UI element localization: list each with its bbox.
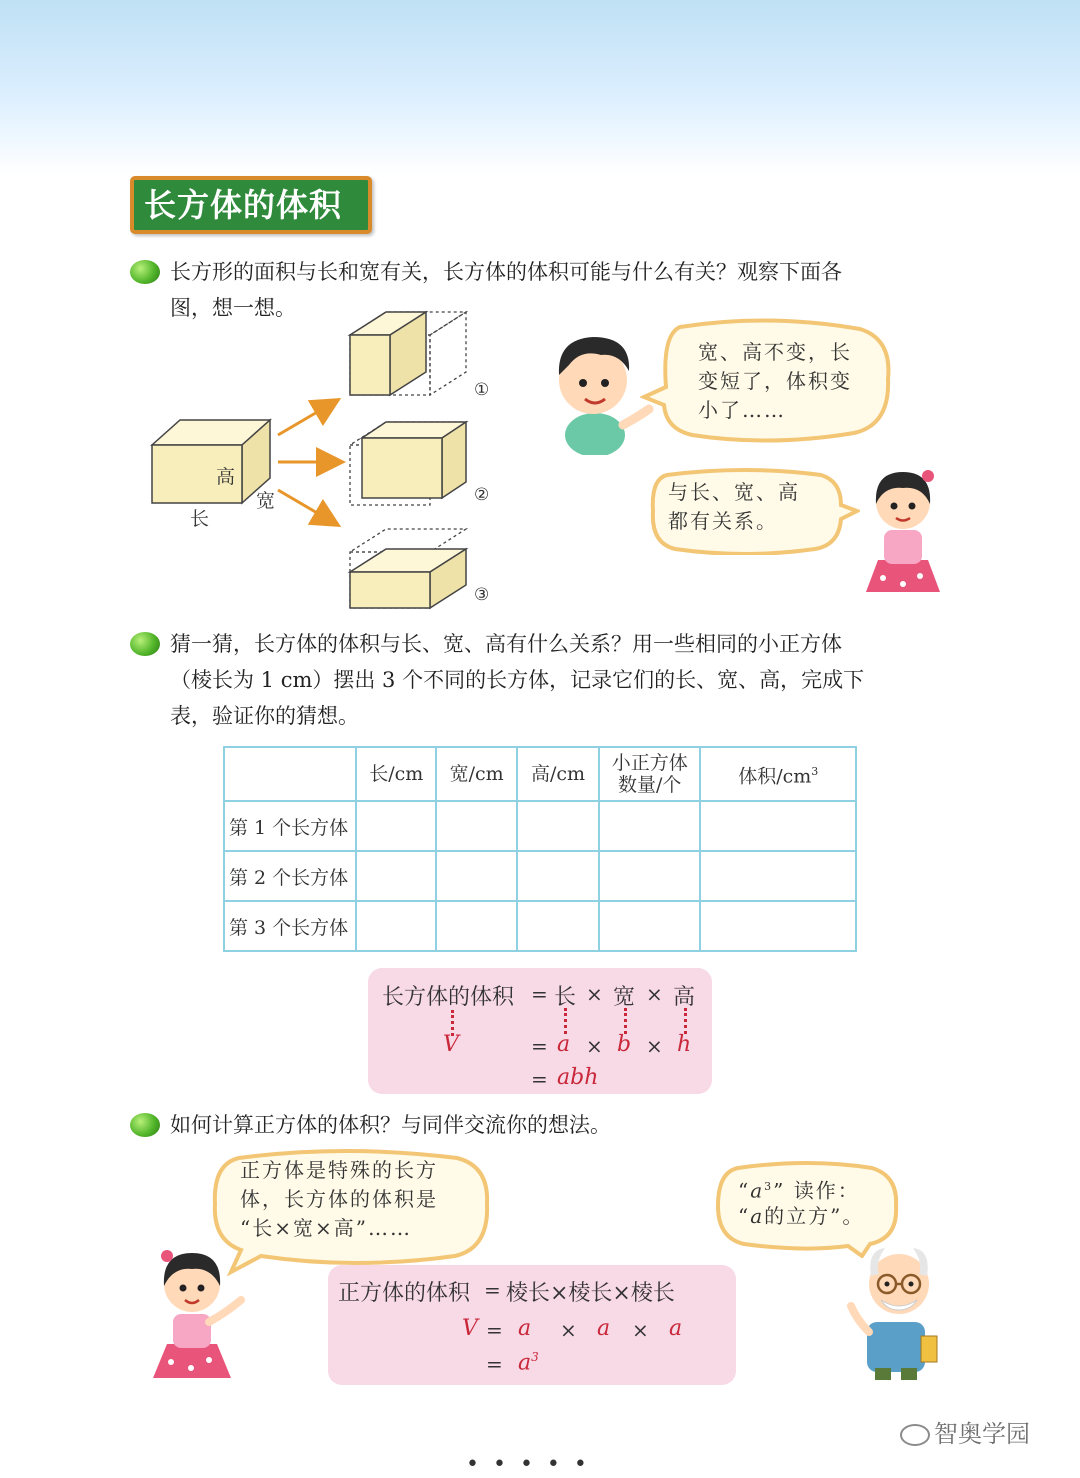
- cube-formula-times1: ×: [560, 1318, 577, 1342]
- table-input-cell[interactable]: [517, 851, 599, 901]
- green-bullet-icon: [130, 632, 160, 656]
- girl1-bubble-line1: 与长、宽、高: [668, 480, 800, 504]
- label-length: 长: [190, 508, 210, 530]
- table-header-length: 长/cm: [356, 747, 436, 801]
- table-header-row: [224, 747, 856, 801]
- table-input-cell[interactable]: [599, 901, 701, 951]
- boy-bubble-line1: 宽、高不变，长: [698, 340, 852, 364]
- cuboid-formula-label: 长方体的体积: [382, 985, 515, 1010]
- dotted-connector: [684, 1008, 687, 1034]
- cube-formula-a-cubed: [518, 1350, 539, 1375]
- cuboid-formula-width: 宽: [613, 985, 636, 1010]
- section1-line1: 长方形的面积与长和宽有关，长方体的体积可能与什么有关？观察下面各: [170, 260, 842, 284]
- wechat-icon: [900, 1424, 930, 1446]
- table-input-cell[interactable]: [356, 851, 436, 901]
- cuboid-fig-1: [350, 312, 466, 395]
- page-title: 长方体的体积: [130, 176, 372, 234]
- table-row-label: 第 3 个长方体: [224, 901, 356, 951]
- dotted-connector: [564, 1008, 567, 1034]
- section1-line2: 图，想一想。: [170, 296, 296, 320]
- grandpa-character: [845, 1240, 950, 1385]
- cuboid-formula-V: V: [443, 1032, 459, 1057]
- table-input-cell[interactable]: [599, 801, 701, 851]
- cuboid-formula-times2: ×: [646, 982, 663, 1006]
- figure-number-1: ①: [474, 380, 490, 400]
- table-header-cube-count-line1: 小正方体: [611, 752, 688, 774]
- girl2-bubble-line1: 正方体是特殊的长方: [240, 1158, 438, 1182]
- cuboid-formula-height: 高: [673, 985, 696, 1010]
- table-input-cell[interactable]: [700, 901, 856, 951]
- figure-number-3: ③: [474, 585, 490, 605]
- table-header-volume-text: 体积/cm: [738, 765, 812, 788]
- girl2-bubble-text: [240, 1156, 438, 1243]
- watermark-text: 智奥学园: [934, 1420, 1030, 1448]
- sky-gradient-header: [0, 0, 1080, 175]
- cube-formula-label: 正方体的体积: [338, 1281, 471, 1306]
- cuboid-formula-b: b: [617, 1032, 632, 1057]
- figure-number-2: ②: [474, 485, 490, 505]
- cube-formula-eq2: =: [486, 1318, 503, 1342]
- record-table: [223, 746, 857, 952]
- table-input-cell[interactable]: [517, 801, 599, 851]
- cube-formula-base: a: [518, 1350, 532, 1376]
- girl-character-1: [858, 460, 948, 600]
- cuboid-formula-abh: abh: [557, 1065, 599, 1090]
- watermark: [900, 1414, 1030, 1449]
- table-input-cell[interactable]: [436, 901, 517, 951]
- cuboid-formula-eq2: =: [531, 1034, 548, 1058]
- main-cuboid: [152, 420, 270, 503]
- cuboid-formula-times4: ×: [646, 1034, 663, 1058]
- cube-formula-V: V: [462, 1316, 478, 1341]
- table-header-cell-empty: [224, 747, 356, 801]
- table-header-volume: [700, 747, 856, 801]
- cube-formula-a2: a: [597, 1316, 611, 1341]
- label-width: 宽: [256, 490, 276, 512]
- girl2-bubble-line3: “长×宽×高”……: [240, 1216, 412, 1240]
- arrow-3: [278, 490, 336, 524]
- grandpa-quote-open: “: [738, 1178, 751, 1203]
- girl1-bubble-line2: 都有关系。: [668, 509, 778, 533]
- cuboid-fig-2: [350, 422, 466, 505]
- cuboid-formula-eq1: =: [531, 982, 548, 1006]
- cuboid-formula-eq3: =: [531, 1067, 548, 1091]
- cube-formula-times2: ×: [632, 1318, 649, 1342]
- grandpa-bubble-line2: [738, 1202, 864, 1231]
- table-input-cell[interactable]: [356, 801, 436, 851]
- table-header-cube-count: [599, 747, 701, 801]
- grandpa-cube-text: 的立方”。: [764, 1204, 865, 1228]
- grandpa-quote-close: ”: [773, 1178, 786, 1203]
- table-header-volume-exponent: 3: [811, 764, 819, 778]
- cuboid-formula-times3: ×: [586, 1034, 603, 1058]
- boy-bubble-line2: 变短了，体积变: [698, 369, 852, 393]
- table-input-cell[interactable]: [356, 901, 436, 951]
- green-bullet-icon: [130, 1113, 160, 1137]
- table-header-width: 宽/cm: [436, 747, 517, 801]
- grandpa-var-a-2: a: [750, 1204, 765, 1228]
- table-input-cell[interactable]: [700, 851, 856, 901]
- girl-character-2: [145, 1240, 250, 1385]
- girl2-bubble-line2: 体，长方体的体积是: [240, 1187, 438, 1211]
- cuboid-figures: [140, 300, 520, 620]
- cube-formula-a3: a: [669, 1316, 683, 1341]
- boy-bubble-text: [698, 338, 852, 425]
- table-input-cell[interactable]: [599, 851, 701, 901]
- table-row: [224, 901, 856, 951]
- label-height: 高: [216, 466, 236, 488]
- table-row: [224, 801, 856, 851]
- grandpa-quote-open-2: “: [738, 1204, 751, 1228]
- section2-text: [170, 626, 970, 734]
- arrow-1: [278, 401, 336, 435]
- table-input-cell[interactable]: [517, 901, 599, 951]
- table-input-cell[interactable]: [700, 801, 856, 851]
- girl1-bubble-text: [668, 478, 800, 536]
- cuboid-formula-length: 长: [554, 985, 577, 1010]
- table-row: [224, 851, 856, 901]
- cuboid-formula-a: a: [557, 1032, 571, 1057]
- cube-formula-exponent: 3: [531, 1350, 539, 1364]
- section2-line1: 猜一猜，长方体的体积与长、宽、高有什么关系？用一些相同的小正方体: [170, 632, 842, 656]
- cube-formula-a1: a: [518, 1316, 532, 1341]
- table-row-label: 第 1 个长方体: [224, 801, 356, 851]
- section3-text: 如何计算正方体的体积？与同伴交流你的想法。: [170, 1113, 611, 1137]
- section2-line3: 表，验证你的猜想。: [170, 704, 359, 728]
- grandpa-bubble-line1: [738, 1172, 860, 1206]
- cube-formula-eq1: =: [484, 1278, 501, 1302]
- grandpa-read-as: 读作：: [793, 1178, 860, 1203]
- page-dots: •••••: [466, 1452, 601, 1477]
- grandpa-var-a: a: [750, 1178, 765, 1203]
- table-header-height: 高/cm: [517, 747, 599, 801]
- section2-line2: （棱长为 1 cm）摆出 3 个不同的长方体，记录它们的长、宽、高，完成下: [170, 668, 865, 692]
- cuboid-formula-times1: ×: [586, 982, 603, 1006]
- green-bullet-icon: [130, 260, 160, 284]
- boy-bubble-line3: 小了……: [698, 398, 786, 422]
- table-input-cell[interactable]: [436, 801, 517, 851]
- table-input-cell[interactable]: [436, 851, 517, 901]
- table-header-cube-count-line2: 数量/个: [618, 774, 682, 796]
- cube-formula-eq3: =: [486, 1352, 503, 1376]
- boy-character: [545, 325, 655, 455]
- table-row-label: 第 2 个长方体: [224, 851, 356, 901]
- cube-formula-rhs: 棱长×棱长×棱长: [506, 1281, 675, 1306]
- cuboid-formula-h: h: [677, 1032, 692, 1057]
- grandpa-exponent: 3: [764, 1180, 774, 1193]
- cuboid-fig-3: [350, 529, 466, 608]
- dotted-connector: [624, 1008, 627, 1034]
